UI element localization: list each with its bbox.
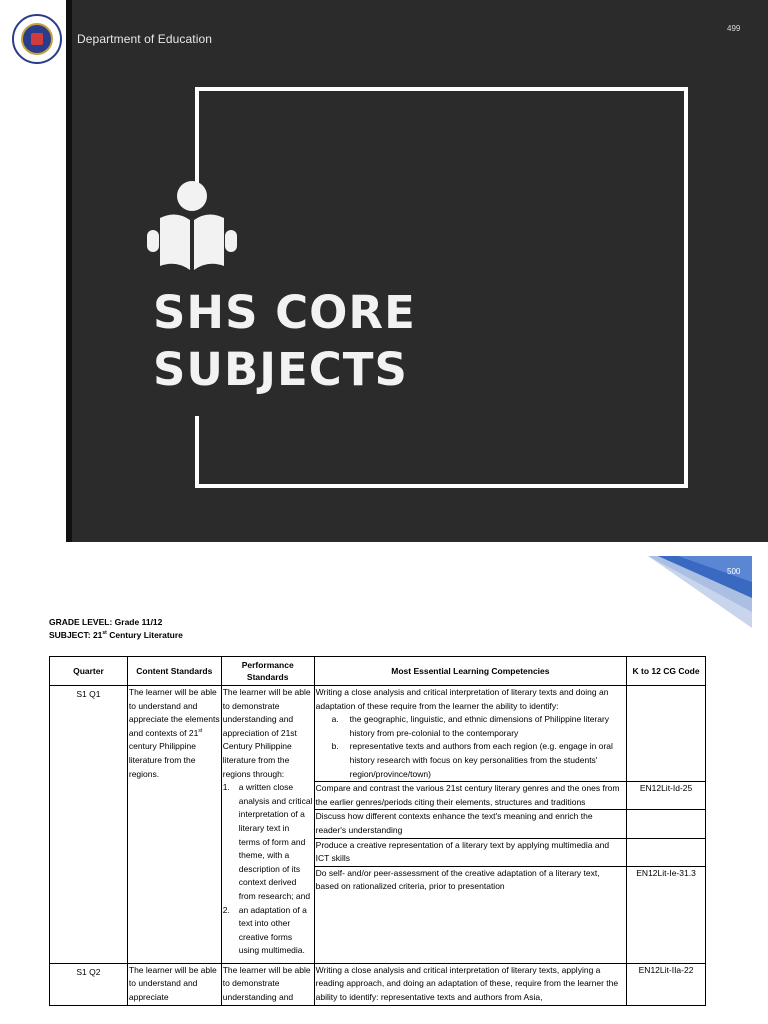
header-content-standards: Content Standards (127, 657, 221, 686)
competency-sublist (316, 713, 625, 781)
header-code: K to 12 CG Code (627, 657, 706, 686)
list-item: 2. an adaptation of a text into other creative forms using multimedia. (222, 904, 307, 956)
competency-cell: Writing a close analysis and critical interpretation of literary texts and doing an adaptation of these require from the learner the ability to identify: a. the geographic, linguistic, and ethnic dimensions of Philippine literary history from pre-colonial to the contemporary b. representative texts and authors from each region (e.g. engage in oral history research with focus on key personalities from the students' region/province/town) (314, 686, 626, 782)
title-line-1: SHS CORE (153, 286, 416, 339)
code-cell: EN12Lit-Id-25 (627, 782, 706, 810)
table-row (50, 963, 706, 1005)
quarter-cell: S1 Q2 (50, 963, 128, 1005)
code-cell: EN12Lit-Ie-31.3 (627, 866, 706, 963)
competency-cell: Writing a close analysis and critical interpretation of literary texts, applying a reading approach, and doing an adaptation of these, require from the learner the ability to identify: representative texts and authors from Asia, (314, 963, 626, 1005)
code-cell (627, 686, 706, 782)
subject: SUBJECT: 21st Century Literature (49, 630, 183, 640)
competency-cell: Do self- and/or peer-assessment of the creative adaptation of a literary text, based on rationalized criteria, prior to presentation (314, 866, 626, 963)
page-number: 500 (727, 567, 741, 576)
slide-title (153, 284, 416, 398)
content-standard-cell: The learner will be able to understand and appreciate (127, 963, 221, 1005)
list-item: b. representative texts and authors from each region (e.g. engage in oral history research with focus on key personalities from the students' region/province/town) (331, 741, 613, 779)
performance-standard-cell: The learner will be able to demonstrate understanding and appreciation of 21st Century Philippine literature from the regions through: 1. a written close analysis and critical interpretation of a literary text in terms of form and theme, with a description of its context derived from research; and 2. an adaptation of a text into other creative forms using multimedia. (221, 686, 314, 964)
frame-bottom (195, 484, 688, 488)
header-performance-standards: Performance Standards (221, 657, 314, 686)
competency-cell: Compare and contrast the various 21st century literary genres and the ones from the earlier genres/periods citing their elements, structures and traditions (314, 782, 626, 810)
competency-cell: Produce a creative representation of a literary text by applying multimedia and ICT skills (314, 838, 626, 866)
frame-right (684, 87, 688, 488)
grade-level: GRADE LEVEL: Grade 11/12 (49, 617, 163, 627)
code-cell (627, 838, 706, 866)
list-item: a. the geographic, linguistic, and ethnic dimensions of Philippine literary history from pre-colonial to the contemporary (331, 714, 610, 738)
frame-left-bottom (195, 416, 199, 488)
department-label: Department of Education (77, 32, 213, 46)
table-row (50, 686, 706, 782)
deped-seal-icon (12, 14, 62, 64)
performance-list (223, 781, 313, 958)
quarter-cell: S1 Q1 (50, 686, 128, 964)
performance-standard-cell: The learner will be able to demonstrate understanding and (221, 963, 314, 1005)
code-cell (627, 810, 706, 838)
list-item: 1. a written close analysis and critical interpretation of a literary text in terms of form and theme, with a description of its context derived from research; and (222, 782, 313, 901)
reader-icon (146, 180, 238, 274)
melc-table (49, 656, 706, 1006)
frame-left-top (195, 87, 199, 189)
frame-top (195, 87, 688, 91)
title-line-2: SUBJECTS (153, 343, 408, 396)
table-header-row (50, 657, 706, 686)
code-cell: EN12Lit-IIa-22 (627, 963, 706, 1005)
header-quarter: Quarter (50, 657, 128, 686)
competency-cell: Discuss how different contexts enhance the text's meaning and enrich the reader's understanding (314, 810, 626, 838)
page-number: 499 (727, 24, 741, 33)
content-standard-cell: The learner will be able to understand and appreciate the elements and contexts of 21st century Philippine literature from the regions. (127, 686, 221, 964)
document-page (0, 542, 768, 1024)
header-melc: Most Essential Learning Competencies (314, 657, 626, 686)
